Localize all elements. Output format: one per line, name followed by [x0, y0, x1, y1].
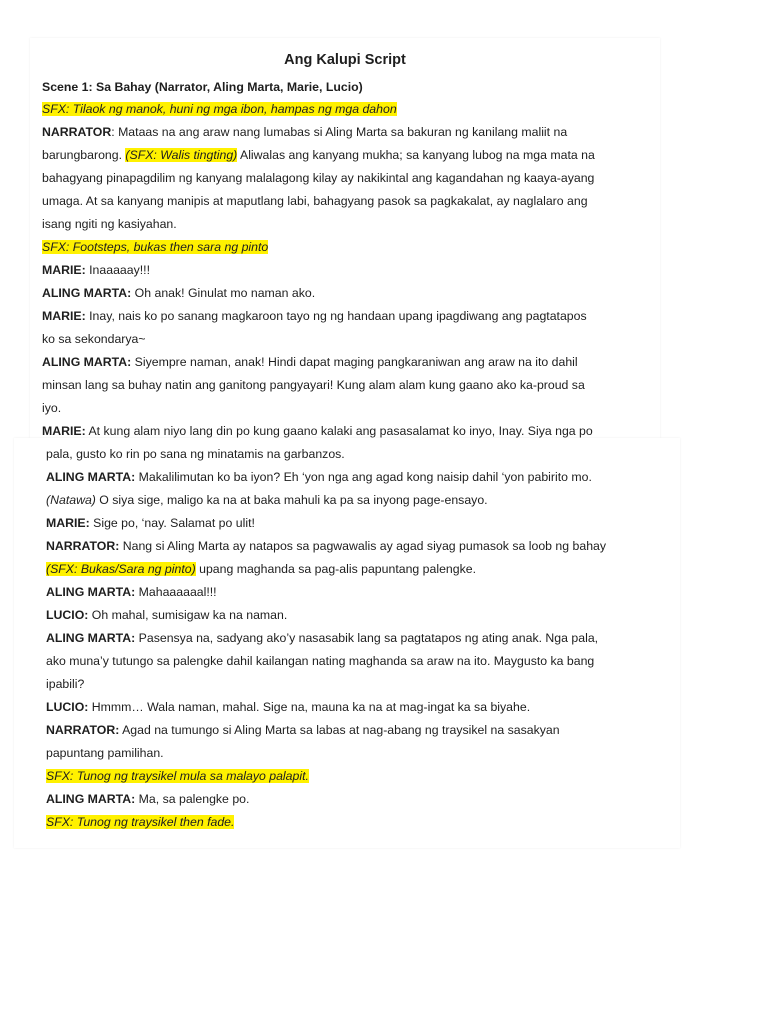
script-line — [42, 283, 315, 303]
speaker-label: MARIE: — [46, 516, 90, 530]
script-line — [42, 145, 595, 165]
script-page-2 — [14, 438, 680, 848]
dialogue-text: Ma, sa palengke po. — [135, 792, 250, 806]
script-line — [42, 260, 150, 280]
speaker-label: ALING MARTA: — [46, 585, 136, 599]
speaker-label: ALING MARTA: — [46, 792, 136, 806]
dialogue-text: minsan lang sa buhay natin ang ganitong pangyayari! Kung alam alam kung gaano ako ka-proud sa — [42, 378, 585, 392]
dialogue-text: Siyempre naman, anak! Hindi dapat maging pangkaraniwan ang araw na ito dahil — [131, 355, 578, 369]
script-line — [46, 559, 476, 579]
script-line — [46, 812, 234, 832]
script-line — [42, 329, 146, 349]
scene-heading: Scene 1: Sa Bahay (Narrator, Aling Marta, Marie, Lucio) — [42, 80, 363, 94]
dialogue-text: ko sa sekondarya~ — [42, 332, 146, 346]
dialogue-text: pala, gusto ko rin po sana ng minatamis na garbanzos. — [46, 447, 345, 461]
script-line — [42, 375, 585, 395]
speaker-label: NARRATOR: — [46, 539, 120, 553]
speaker-label: LUCIO: — [46, 608, 89, 622]
script-line — [46, 513, 255, 533]
script-line — [42, 237, 268, 257]
dialogue-text: At kung alam niyo lang din po kung gaano kalaki ang pasasalamat ko inyo, Inay. Siya nga po — [85, 424, 593, 438]
speaker-label: ALING MARTA: — [46, 631, 136, 645]
speaker-label: ALING MARTA: — [42, 286, 132, 300]
script-line — [46, 536, 606, 556]
sfx-highlight: SFX: Tilaok ng manok, huni ng mga ibon, hampas ng mga dahon — [42, 102, 397, 116]
dialogue-text: Inaaaaay!!! — [85, 263, 150, 277]
dialogue-text: Inay, nais ko po sanang magkaroon tayo ng ng handaan upang ipagdiwang ang pagtatapos — [85, 309, 587, 323]
sfx-highlight: (SFX: Walis tingting) — [125, 148, 238, 162]
dialogue-text: Oh anak! Ginulat mo naman ako. — [131, 286, 316, 300]
script-line — [46, 651, 594, 671]
dialogue-text: ipabili? — [46, 677, 85, 691]
dialogue-text: papuntang pamilihan. — [46, 746, 164, 760]
script-line — [42, 122, 567, 142]
sfx-highlight: SFX: Footsteps, bukas then sara ng pinto — [42, 240, 269, 254]
dialogue-text: Agad na tumungo si Aling Marta sa labas at nag-abang ng traysikel na sasakyan — [119, 723, 560, 737]
dialogue-text: Sige po, ‘nay. Salamat po ulit! — [89, 516, 255, 530]
script-line — [46, 789, 249, 809]
sfx-highlight: SFX: Tunog ng traysikel then fade. — [46, 815, 235, 829]
dialogue-text: upang maghanda sa pag-alis papuntang palengke. — [195, 562, 477, 576]
dialogue-text: O siya sige, maligo ka na at baka mahuli ka pa sa inyong page-ensayo. — [95, 493, 488, 507]
dialogue-text: ako muna’y tutungo sa palengke dahil kailangan nating maghanda sa araw na ito. Maygusto ka bang — [46, 654, 595, 668]
dialogue-text: umaga. At sa kanyang manipis at maputlang labi, bahagyang pasok sa pagkakalat, ay naglalaro ang — [42, 194, 588, 208]
dialogue-text: iyo. — [42, 401, 62, 415]
script-line — [42, 214, 177, 234]
dialogue-text: : Mataas na ang araw nang lumabas si Aling Marta sa bakuran ng kanilang maliit na — [111, 125, 568, 139]
document-title: Ang Kalupi Script — [284, 52, 406, 68]
dialogue-text: isang ngiti ng kasiyahan. — [42, 217, 177, 231]
script-line — [46, 605, 287, 625]
dialogue-text: Makalilimutan ko ba iyon? Eh ‘yon nga ang agad kong naisip dahil ‘yon pabirito mo. — [135, 470, 592, 484]
sfx-highlight: (SFX: Bukas/Sara ng pinto) — [46, 562, 196, 576]
script-line — [46, 490, 488, 510]
stage-direction: (Natawa) — [46, 493, 96, 507]
dialogue-text: Mahaaaaaal!!! — [135, 585, 217, 599]
script-line — [46, 444, 345, 464]
dialogue-text: barungbarong. — [42, 148, 126, 162]
dialogue-text: Aliwalas ang kanyang mukha; sa kanyang lubog na mga mata na — [237, 148, 595, 162]
speaker-label: ALING MARTA: — [42, 355, 132, 369]
speaker-label: MARIE: — [42, 263, 86, 277]
script-line — [46, 766, 309, 786]
speaker-label: LUCIO: — [46, 700, 89, 714]
script-line — [42, 168, 594, 188]
dialogue-text: Pasensya na, sadyang ako’y nasasabik lang sa pagtatapos ng ating anak. Nga pala, — [135, 631, 599, 645]
dialogue-text: Oh mahal, sumisigaw ka na naman. — [88, 608, 288, 622]
script-line — [42, 99, 397, 119]
script-page-1 — [30, 38, 660, 438]
script-line — [42, 398, 61, 418]
script-line — [46, 582, 217, 602]
script-line — [46, 467, 592, 487]
script-line — [46, 720, 560, 740]
script-line — [46, 628, 598, 648]
speaker-label: NARRATOR: — [46, 723, 120, 737]
sfx-highlight: SFX: Tunog ng traysikel mula sa malayo palapit. — [46, 769, 309, 783]
script-line — [46, 674, 84, 694]
script-line — [42, 191, 588, 211]
dialogue-text: bahagyang pinapagdilim ng kanyang malalagong kilay ay nakikintal ang kagandahan ng kaaya-ayang — [42, 171, 595, 185]
speaker-label: MARIE: — [42, 424, 86, 438]
dialogue-text: Hmmm… Wala naman, mahal. Sige na, mauna ka na at mag-ingat ka sa biyahe. — [88, 700, 531, 714]
script-line — [46, 743, 164, 763]
dialogue-text: Nang si Aling Marta ay natapos sa pagwawalis ay agad siyag pumasok sa loob ng bahay — [119, 539, 607, 553]
script-line — [42, 352, 578, 372]
speaker-label: NARRATOR — [42, 125, 112, 139]
script-line — [42, 306, 587, 326]
speaker-label: MARIE: — [42, 309, 86, 323]
script-line — [46, 697, 530, 717]
speaker-label: ALING MARTA: — [46, 470, 136, 484]
